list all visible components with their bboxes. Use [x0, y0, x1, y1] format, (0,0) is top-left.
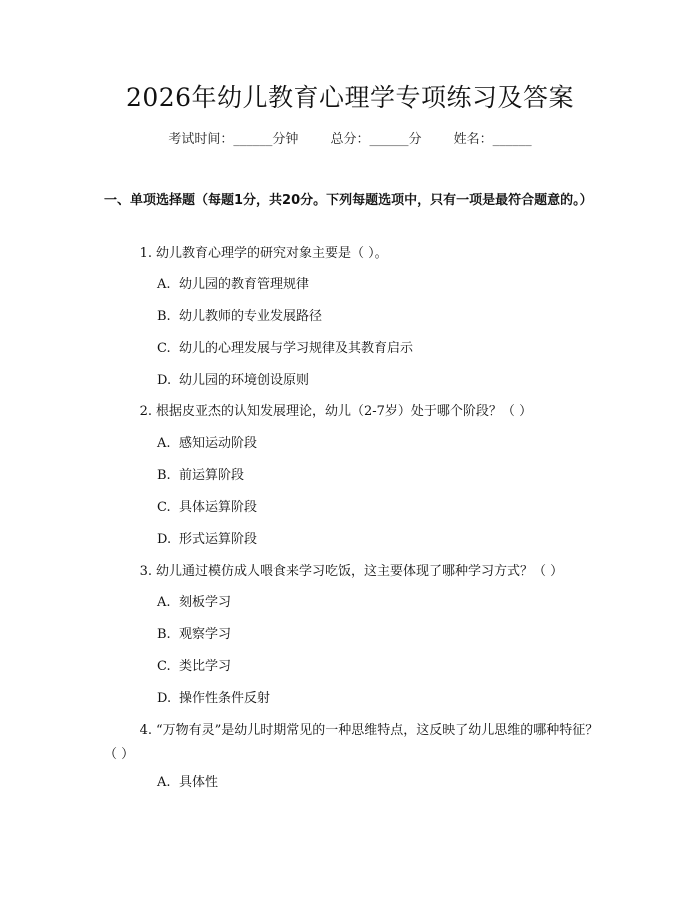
exam-time-label: 考试时间： [168, 132, 234, 147]
total-score-label: 总分： [330, 132, 370, 147]
option-letter: B. [157, 627, 171, 642]
question-2-option-b [157, 466, 244, 486]
option-letter: B. [157, 309, 171, 324]
question-1-option-a [157, 275, 309, 295]
option-text: 前运算阶段 [179, 468, 245, 483]
exam-time-unit: 分钟 [272, 132, 299, 147]
question-text: “万物有灵”是幼儿时期常见的一种思维特点，这反映了幼儿思维的哪种特征？（ ） [104, 723, 599, 762]
question-number: 2. [139, 404, 152, 419]
exam-info-line [0, 130, 700, 150]
question-3-option-a [157, 593, 231, 613]
option-text: 刻板学习 [179, 595, 232, 610]
document-title: 2026年幼儿教育心理学专项练习及答案 [125, 83, 575, 112]
option-text: 类比学习 [179, 659, 232, 674]
option-text: 幼儿教师的专业发展路径 [179, 309, 323, 324]
option-letter: A. [157, 277, 171, 292]
total-score-field [330, 132, 425, 147]
option-text: 观察学习 [179, 627, 232, 642]
question-4 [104, 719, 604, 767]
option-letter: D. [157, 532, 172, 547]
question-number: 1. [139, 246, 152, 261]
question-number: 4. [139, 723, 152, 738]
question-3-option-b [157, 625, 231, 645]
exam-time-field [168, 132, 302, 147]
total-score-unit: 分 [408, 132, 422, 147]
question-2-option-d [157, 530, 257, 550]
question-4-option-a [157, 773, 218, 793]
option-text: 形式运算阶段 [179, 532, 258, 547]
option-letter: A. [157, 775, 171, 790]
question-3-option-c [157, 657, 231, 677]
option-letter: A. [157, 595, 171, 610]
question-text: 幼儿通过模仿成人喂食来学习吃饭，这主要体现了哪种学习方式？（ ） [156, 564, 564, 579]
student-name-label: 姓名： [453, 132, 493, 147]
option-text: 幼儿园的环境创设原则 [179, 373, 310, 388]
question-1-option-d [157, 371, 309, 391]
question-3 [104, 560, 604, 584]
section-heading: 一、单项选择题（每题1分，共20分。下列每题选项中，只有一项是最符合题意的。） [104, 193, 593, 208]
exam-time-blank: ______ [233, 132, 273, 147]
question-text: 幼儿教育心理学的研究对象主要是（ ）。 [156, 246, 388, 261]
total-score-blank: ______ [369, 132, 409, 147]
option-letter: C. [157, 341, 171, 356]
option-text: 操作性条件反射 [179, 691, 271, 706]
option-letter: B. [157, 468, 171, 483]
question-2 [104, 400, 604, 424]
option-letter: C. [157, 500, 171, 515]
option-text: 幼儿的心理发展与学习规律及其教育启示 [179, 341, 414, 356]
student-name-field [454, 132, 532, 147]
option-letter: D. [157, 691, 172, 706]
option-text: 感知运动阶段 [179, 436, 258, 451]
option-letter: D. [157, 373, 172, 388]
option-letter: C. [157, 659, 171, 674]
question-2-option-c [157, 498, 257, 518]
option-letter: A. [157, 436, 171, 451]
question-1-option-b [157, 307, 322, 327]
question-number: 3. [139, 564, 152, 579]
question-2-option-a [157, 434, 257, 454]
option-text: 幼儿园的教育管理规律 [179, 277, 310, 292]
option-text: 具体性 [179, 775, 219, 790]
question-text: 根据皮亚杰的认知发展理论，幼儿（2-7岁）处于哪个阶段？（ ） [156, 404, 533, 419]
question-1-option-c [157, 339, 413, 359]
option-text: 具体运算阶段 [179, 500, 258, 515]
question-3-option-d [157, 689, 270, 709]
question-1 [104, 242, 604, 266]
student-name-blank: ______ [492, 132, 532, 147]
